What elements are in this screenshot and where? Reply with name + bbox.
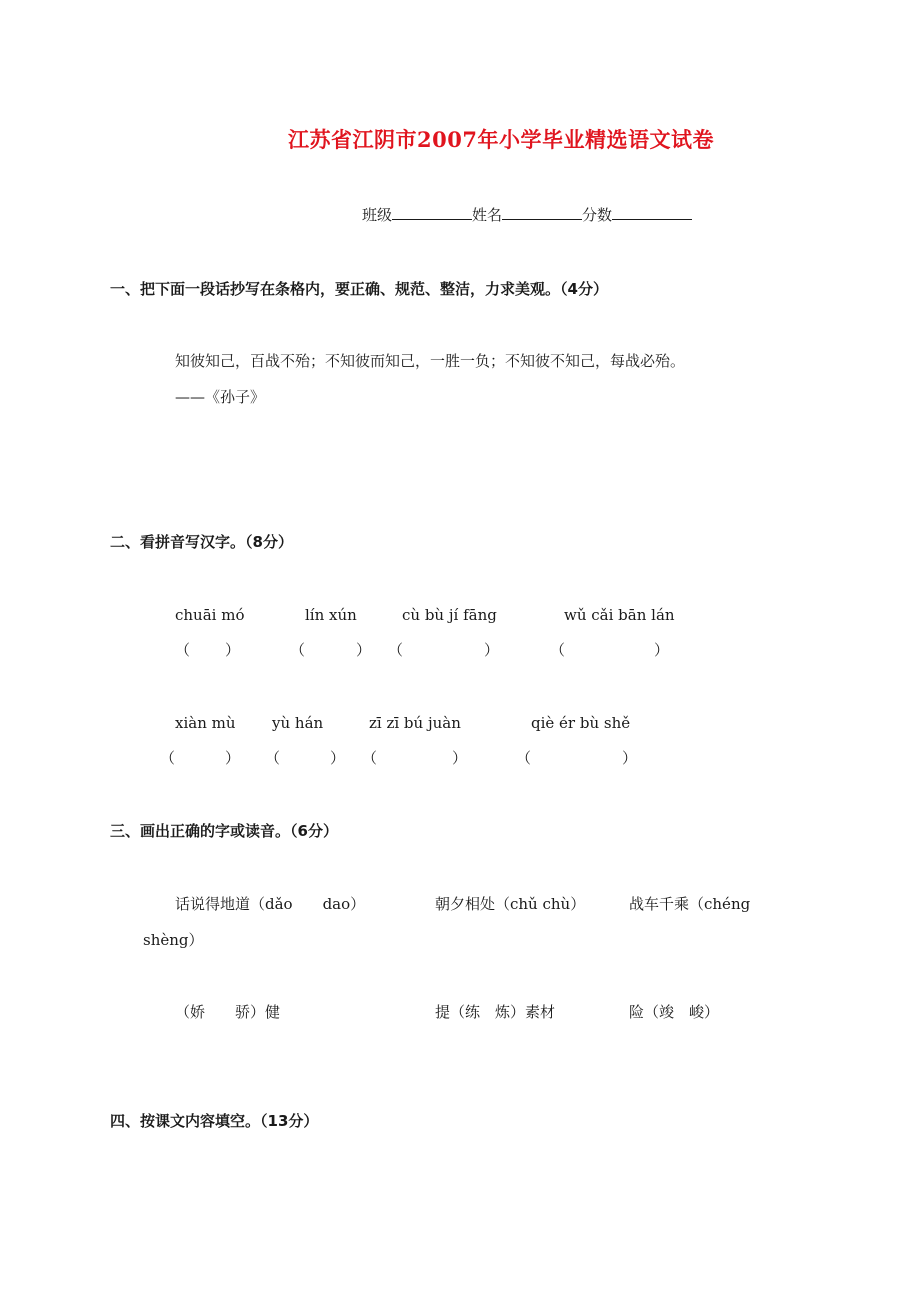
answer-paren-close: ） (356, 641, 372, 659)
pinyin-item: chuāi mó (175, 606, 245, 624)
q3-item: （娇 骄）健 (175, 1003, 281, 1021)
answer-paren-open: （ (265, 749, 281, 767)
class-blank (392, 205, 472, 220)
q3-item: 险（竣 峻） (629, 1003, 720, 1021)
quote-source: ——《孙子》 (175, 388, 266, 406)
student-info-line (362, 204, 692, 225)
q3-item-continuation: shèng） (143, 931, 204, 949)
pinyin-item: cù bù jí fāng (402, 606, 497, 624)
score-blank (612, 205, 692, 220)
name-label: 姓名 (472, 206, 503, 224)
name-blank (502, 205, 582, 220)
answer-paren-close: ） (330, 749, 346, 767)
q3-item: 朝夕相处（chǔ chù） (435, 895, 586, 913)
section-1-heading: 一、把下面一段话抄写在条格内，要正确、规范、整洁，力求美观。（4分） (110, 280, 608, 298)
pinyin-item: qiè ér bù shě (531, 714, 631, 732)
answer-paren-open: （ (550, 641, 566, 659)
answer-paren-close: ） (622, 749, 638, 767)
answer-paren-open: （ (516, 749, 532, 767)
answer-paren-close: ） (484, 641, 500, 659)
pinyin-item: lín xún (305, 606, 357, 624)
answer-paren-close: ） (225, 641, 241, 659)
pinyin-item: zī zī bú juàn (369, 714, 461, 732)
section-3-heading: 三、画出正确的字或读音。（6分） (110, 822, 338, 840)
page-title: 江苏省江阴市2007年小学毕业精选语文试卷 (288, 127, 714, 152)
q3-item: 提（练 炼）素材 (435, 1003, 556, 1021)
section-4-heading: 四、按课文内容填空。（13分） (110, 1112, 319, 1130)
answer-paren-open: （ (388, 641, 404, 659)
answer-paren-open: （ (160, 749, 176, 767)
q3-item: 战车千乘（chéng (629, 895, 751, 913)
quote-text: 知彼知己，百战不殆；不知彼而知己，一胜一负；不知彼不知己，每战必殆。 (175, 352, 686, 370)
score-label: 分数 (582, 206, 613, 224)
section-2-heading: 二、看拼音写汉字。（8分） (110, 533, 293, 551)
answer-paren-close: ） (452, 749, 468, 767)
answer-paren-close: ） (225, 749, 241, 767)
answer-paren-open: （ (290, 641, 306, 659)
class-label: 班级 (362, 206, 393, 224)
answer-paren-open: （ (362, 749, 378, 767)
answer-paren-open: （ (175, 641, 191, 659)
pinyin-item: wǔ cǎi bān lán (564, 606, 675, 624)
pinyin-item: yù hán (272, 714, 324, 732)
pinyin-item: xiàn mù (175, 714, 236, 732)
q3-item: 话说得地道（dǎo dao） (175, 895, 366, 913)
answer-paren-close: ） (654, 641, 670, 659)
